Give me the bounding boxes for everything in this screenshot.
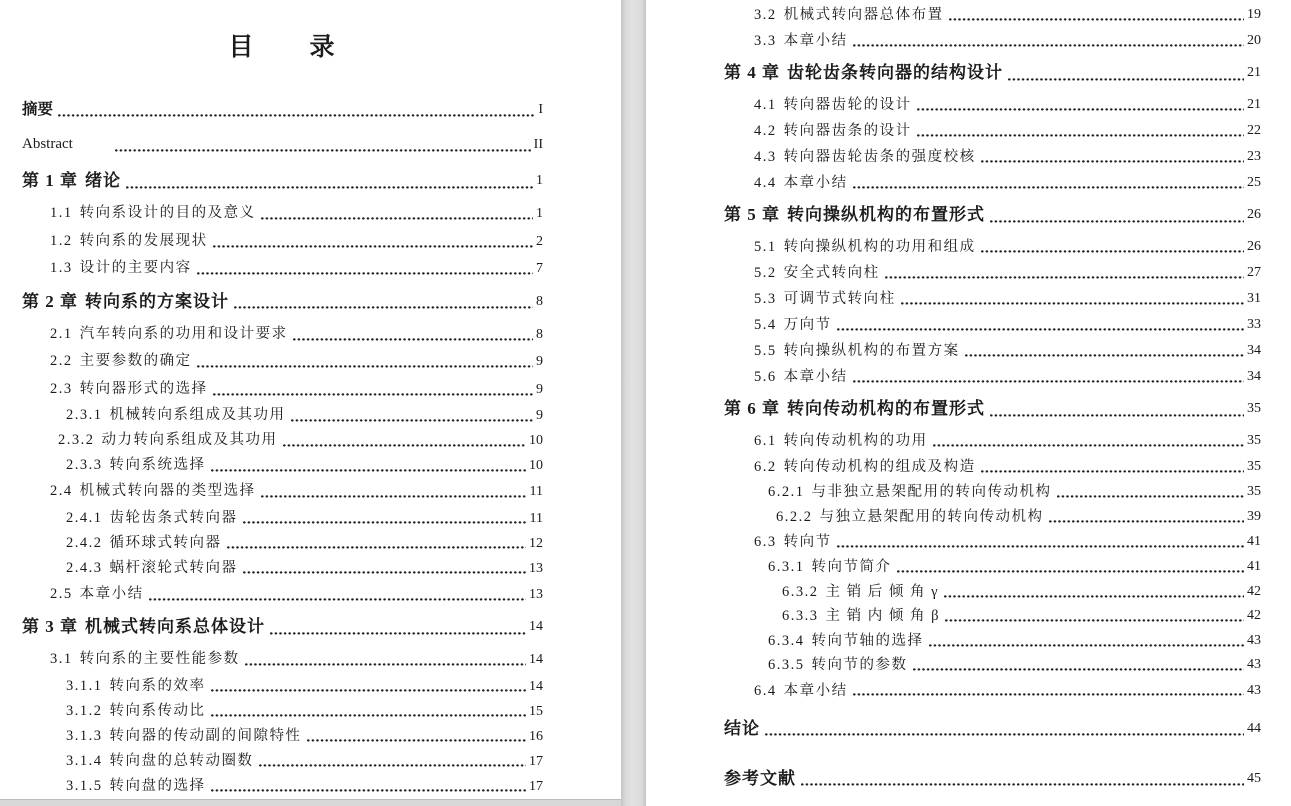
dot-leader [213,376,533,404]
entry-title: 结论 [724,718,760,738]
toc-entry[interactable] [724,760,1261,798]
entry-number: 4.3 [754,149,777,165]
entry-title: 蜗杆滚轮式转向器 [109,559,238,576]
entry-page-number: 21 [1247,97,1261,112]
entry-title: 转向器齿轮齿条的强度校核 [783,149,976,165]
entry-title: 转向传动机构的组成及构造 [783,459,976,475]
entry-number: 3.1.1 [66,677,103,694]
toc-entry[interactable] [724,364,1261,390]
entry-page-number: 10 [529,458,543,473]
dot-leader [227,531,527,556]
entry-title: 转向盘的选择 [109,777,206,794]
right-page [646,0,1291,806]
entry-page-number: 34 [1247,369,1261,384]
entry-number: 6.3.3 [782,608,819,624]
entry-page-number: 20 [1247,33,1261,48]
entry-number: 6.2 [754,459,777,475]
toc-entry[interactable] [22,478,543,506]
dot-leader [211,453,527,478]
entry-title: 绪论 [85,171,121,190]
entry-page-number: 41 [1247,559,1261,574]
left-page-bottom-edge [0,799,621,806]
entry-number: 6.3.2 [782,583,819,600]
entry-title: 转向节轴的选择 [811,632,924,649]
entry-page-number: 1 [536,206,543,221]
dot-leader [197,348,533,376]
entry-number: 2.3.1 [66,407,103,423]
entry-number: 2.5 [50,585,73,602]
dot-leader [837,312,1244,338]
entry-number: 2.4 [50,483,73,499]
entry-title: 齿轮齿条转向器的结构设计 [787,63,1003,82]
entry-number: 6.3.5 [768,657,805,673]
entry-page-number: 1 [536,173,543,188]
toc-entry[interactable] [22,283,543,321]
entry-number: 第 2 章 [22,291,78,311]
entry-number: 2.4.3 [66,559,103,576]
entry-number: 2.4.2 [66,534,103,551]
entry-number: 4.4 [754,175,777,191]
entry-page-number: 13 [529,560,543,576]
entry-title: 可调节式转向柱 [783,291,896,307]
entry-number: 6.4 [754,682,777,699]
toc-entry[interactable] [724,710,1261,748]
toc-entry[interactable] [724,92,1261,118]
entry-number: 2.2 [50,353,73,369]
entry-page-number: 25 [1247,175,1261,190]
dot-leader [211,774,527,799]
entry-title: 与独立悬架配用的转向传动机构 [819,508,1044,525]
dot-leader [945,604,1244,629]
entry-title: 转向系的主要性能参数 [79,651,240,667]
toc-entry[interactable] [22,774,543,799]
entry-title: 主要参数的确定 [79,353,192,369]
entry-title: 动力转向系组成及其功用 [101,432,278,448]
dot-leader [853,678,1244,704]
entry-page-number: 8 [536,293,543,309]
entry-number: 3.1.2 [66,702,103,719]
entry-title: 齿轮齿条式转向器 [109,509,238,526]
entry-page-number: 12 [529,535,543,551]
toc-entry[interactable] [724,286,1261,312]
toc-entry[interactable] [22,724,543,749]
dot-leader [1008,54,1244,92]
entry-page-number: 9 [536,381,543,397]
entry-number: 6.3.4 [768,632,805,649]
entry-page-number: 10 [529,433,543,448]
entry-page-number: 43 [1247,632,1261,648]
entry-number: 第 1 章 [22,171,78,190]
toc-entry[interactable] [22,506,543,531]
dot-leader [115,127,531,162]
entry-number: 6.2.1 [768,484,805,500]
toc-entry[interactable] [22,674,543,699]
entry-title: 转向盘的总转动圈数 [109,752,254,769]
entry-page-number: 13 [529,586,543,602]
entry-page-number: 8 [536,326,543,342]
dot-leader [58,92,535,127]
entry-page-number: 39 [1247,508,1261,524]
toc-entry[interactable] [22,556,543,581]
entry-title: 转向系设计的目的及意义 [79,205,256,221]
entry-title: 转向系统选择 [109,457,206,473]
entry-page-number: 34 [1247,343,1261,358]
toc-entry[interactable] [724,653,1261,678]
dot-leader [981,144,1244,170]
dot-leader [211,674,527,699]
toc-entry[interactable] [22,581,543,609]
entry-title: 本章小结 [783,369,848,385]
entry-number: 3.1.3 [66,727,103,744]
dot-leader [853,364,1244,390]
toc-entry[interactable] [22,608,543,646]
entry-page-number: 15 [529,703,543,719]
toc-entry[interactable] [724,390,1261,428]
entry-page-number: 35 [1247,433,1261,448]
entry-page-number: 14 [529,652,543,667]
entry-number: 第 5 章 [724,205,780,224]
entry-title: 转向系的发展现状 [79,232,208,249]
entry-page-number: 9 [536,408,543,423]
entry-title: 安全式转向柱 [783,265,880,281]
dot-leader [234,283,533,321]
dot-leader [897,555,1245,580]
entry-title: 机械转向系组成及其功用 [109,407,286,423]
toc-entry[interactable] [724,555,1261,580]
entry-number: 5.5 [754,343,777,359]
entry-number: 2.3.2 [58,432,95,448]
entry-number: 5.2 [754,265,777,281]
toc-entry[interactable] [724,196,1261,234]
left-page [0,0,621,799]
entry-title: 转向系的效率 [109,677,206,694]
dot-leader [949,2,1244,28]
entry-number: 6.3 [754,534,777,550]
entry-number: 6.2.2 [776,508,813,525]
dot-leader [283,428,527,453]
dot-leader [765,710,1244,748]
toc-entry[interactable] [724,454,1261,480]
entry-page-number: 14 [529,678,543,694]
toc-entry[interactable] [724,678,1261,704]
toc-entry[interactable] [724,54,1261,92]
entry-title: 转向操纵机构的布置方案 [783,343,960,359]
dot-leader [1049,505,1245,530]
entry-page-number: 16 [529,728,543,744]
dot-leader [837,529,1244,555]
toc-entry[interactable] [724,260,1261,286]
dot-leader [917,118,1244,144]
dot-leader [243,556,527,581]
entry-page-number: 17 [529,778,543,794]
toc-entry[interactable] [724,428,1261,454]
dot-leader [913,653,1245,678]
toc-entry[interactable] [724,338,1261,364]
dot-leader [261,200,533,228]
entry-title: 转向系传动比 [109,702,206,719]
dot-leader [197,255,533,283]
entry-page-number: 35 [1247,401,1261,416]
entry-page-number: 14 [529,619,543,634]
toc-entry[interactable] [724,480,1261,505]
entry-number: 3.1 [50,651,73,667]
entry-title: 转向器齿条的设计 [783,123,912,139]
entry-number: 1.3 [50,260,73,276]
entry-number: 3.1.5 [66,777,103,794]
toc-entry[interactable] [724,604,1261,629]
dot-leader [990,390,1244,428]
toc-entry[interactable] [724,144,1261,170]
entry-page-number: 11 [529,484,543,499]
title-spacer [22,68,543,92]
dot-leader [243,506,527,531]
dot-leader [245,646,526,674]
dot-leader [944,580,1244,605]
dot-leader [126,162,533,200]
dot-leader [801,760,1244,798]
entry-page-number: 45 [1247,770,1261,786]
dot-leader [853,28,1244,54]
dot-leader [293,321,533,349]
entry-title: 机械式转向系总体设计 [85,617,265,636]
toc-entry[interactable] [724,312,1261,338]
entry-title: 主 销 内 倾 角 β [825,608,941,624]
toc-entry[interactable] [22,228,543,256]
toc-entry[interactable] [724,505,1261,530]
entry-title: 转向器齿轮的设计 [783,97,912,113]
toc-entry[interactable] [22,749,543,774]
entry-number: 5.4 [754,317,777,333]
entry-number: 3.2 [754,7,777,23]
entry-number: 6.1 [754,433,777,449]
entry-page-number: 42 [1247,608,1261,623]
dot-leader [291,403,534,428]
entry-title: 主 销 后 倾 角 γ [825,583,940,600]
entry-title: 本章小结 [79,585,144,602]
entry-title: 循环球式转向器 [109,534,222,551]
entry-number: 6.3.1 [768,559,805,575]
entry-page-number: 21 [1247,65,1261,80]
toc-entry[interactable] [22,127,543,162]
entry-title: 转向器形式的选择 [79,380,208,397]
entry-page-number: 33 [1247,317,1261,332]
dot-leader [1057,480,1245,505]
entry-page-number: 19 [1247,7,1261,22]
dot-leader [213,228,533,256]
entry-title: 与非独立悬架配用的转向传动机构 [811,484,1052,500]
entry-title: 机械式转向器总体布置 [783,7,944,23]
entry-page-number: 22 [1247,123,1261,138]
dot-leader [929,629,1245,654]
entry-number: 5.1 [754,239,777,255]
entry-page-number: 11 [529,510,543,526]
entry-title: 本章小结 [783,33,848,49]
entry-page-number: 27 [1247,265,1261,280]
entry-title: 机械式转向器的类型选择 [79,483,256,499]
dot-leader [211,699,527,724]
toc-entry[interactable] [22,453,543,478]
entry-page-number: I [538,102,543,117]
entry-page-number: 42 [1247,583,1261,599]
entry-number: 3.3 [754,33,777,49]
entry-title: 转向操纵机构的布置形式 [787,205,985,224]
dot-leader [307,724,527,749]
toc-entry[interactable] [724,2,1261,28]
entry-number: 第 4 章 [724,63,780,82]
entry-number: 1.2 [50,232,73,249]
toc-entry[interactable] [724,580,1261,605]
entry-title: 转向系的方案设计 [85,291,229,311]
toc-entry[interactable] [724,170,1261,196]
entry-title: 参考文献 [724,768,796,788]
entry-number: 1.1 [50,205,73,221]
entry-title: 汽车转向系的功用和设计要求 [79,325,288,342]
entry-page-number: 9 [536,354,543,369]
toc-entry[interactable] [22,200,543,228]
entry-page-number: 43 [1247,682,1261,698]
entry-page-number: II [533,137,543,152]
entry-title: 转向传动机构的布置形式 [787,399,985,418]
entry-number: 5.6 [754,369,777,385]
dot-leader [261,478,527,506]
toc-entry[interactable] [22,255,543,283]
entry-number: 2.3 [50,380,73,397]
dot-leader [270,608,526,646]
toc-entry[interactable] [724,118,1261,144]
toc-entry[interactable] [724,629,1261,654]
entry-number: 2.1 [50,325,73,342]
entry-title: 转向节的参数 [811,657,908,673]
page-gutter [621,0,646,806]
entry-page-number: 35 [1247,484,1261,499]
toc-entry[interactable] [22,531,543,556]
entry-title: 万向节 [783,317,832,333]
entry-title: 转向节 [783,534,832,550]
dot-leader [917,92,1244,118]
entry-page-number: 41 [1247,534,1261,549]
entry-number: 第 3 章 [22,617,78,636]
toc-entry[interactable] [724,529,1261,555]
entry-number: 第 6 章 [724,399,780,418]
entry-number: 4.1 [754,97,777,113]
right-page-toc-list [724,2,1261,798]
entry-title: 转向节简介 [811,559,892,575]
dot-leader [965,338,1244,364]
toc-entry[interactable] [22,699,543,724]
toc-entry[interactable] [22,348,543,376]
entry-number: 2.4.1 [66,509,103,526]
dot-leader [901,286,1244,312]
entry-number: 3.1.4 [66,752,103,769]
entry-page-number: 44 [1247,720,1261,736]
toc-entry[interactable] [22,321,543,349]
entry-page-number: 31 [1247,291,1261,306]
toc-entry[interactable] [22,92,543,127]
dot-leader [981,454,1244,480]
dot-leader [853,170,1244,196]
entry-title: 转向传动机构的功用 [783,433,928,449]
dot-leader [933,428,1244,454]
entry-title: 本章小结 [783,682,848,699]
entry-title: 设计的主要内容 [79,260,192,276]
entry-number: 2.3.3 [66,457,103,473]
entry-page-number: 26 [1247,239,1261,254]
entry-number: 4.2 [754,123,777,139]
dot-leader [990,196,1244,234]
toc-entry[interactable] [22,646,543,674]
dot-leader [149,581,526,609]
entry-title: Abstract [22,136,73,152]
toc-entry[interactable] [22,162,543,200]
toc-entry[interactable] [724,234,1261,260]
toc-title: 目 录 [228,34,337,61]
toc-entry[interactable] [22,428,543,453]
entry-page-number: 26 [1247,207,1261,222]
entry-page-number: 23 [1247,149,1261,164]
entry-title: 转向器的传动副的间隙特性 [109,727,302,744]
entry-title: 本章小结 [783,175,848,191]
entry-title: 摘要 [22,101,54,118]
entry-page-number: 43 [1247,657,1261,672]
entry-number: 5.3 [754,291,777,307]
toc-entry[interactable] [724,28,1261,54]
toc-entry[interactable] [22,403,543,428]
left-page-toc-list [22,92,543,799]
entry-title: 转向操纵机构的功用和组成 [783,239,976,255]
dot-leader [885,260,1244,286]
entry-page-number: 17 [529,753,543,769]
dot-leader [981,234,1244,260]
entry-page-number: 2 [536,233,543,249]
dot-leader [259,749,527,774]
entry-page-number: 35 [1247,459,1261,474]
toc-entry[interactable] [22,376,543,404]
entry-page-number: 7 [536,261,543,276]
